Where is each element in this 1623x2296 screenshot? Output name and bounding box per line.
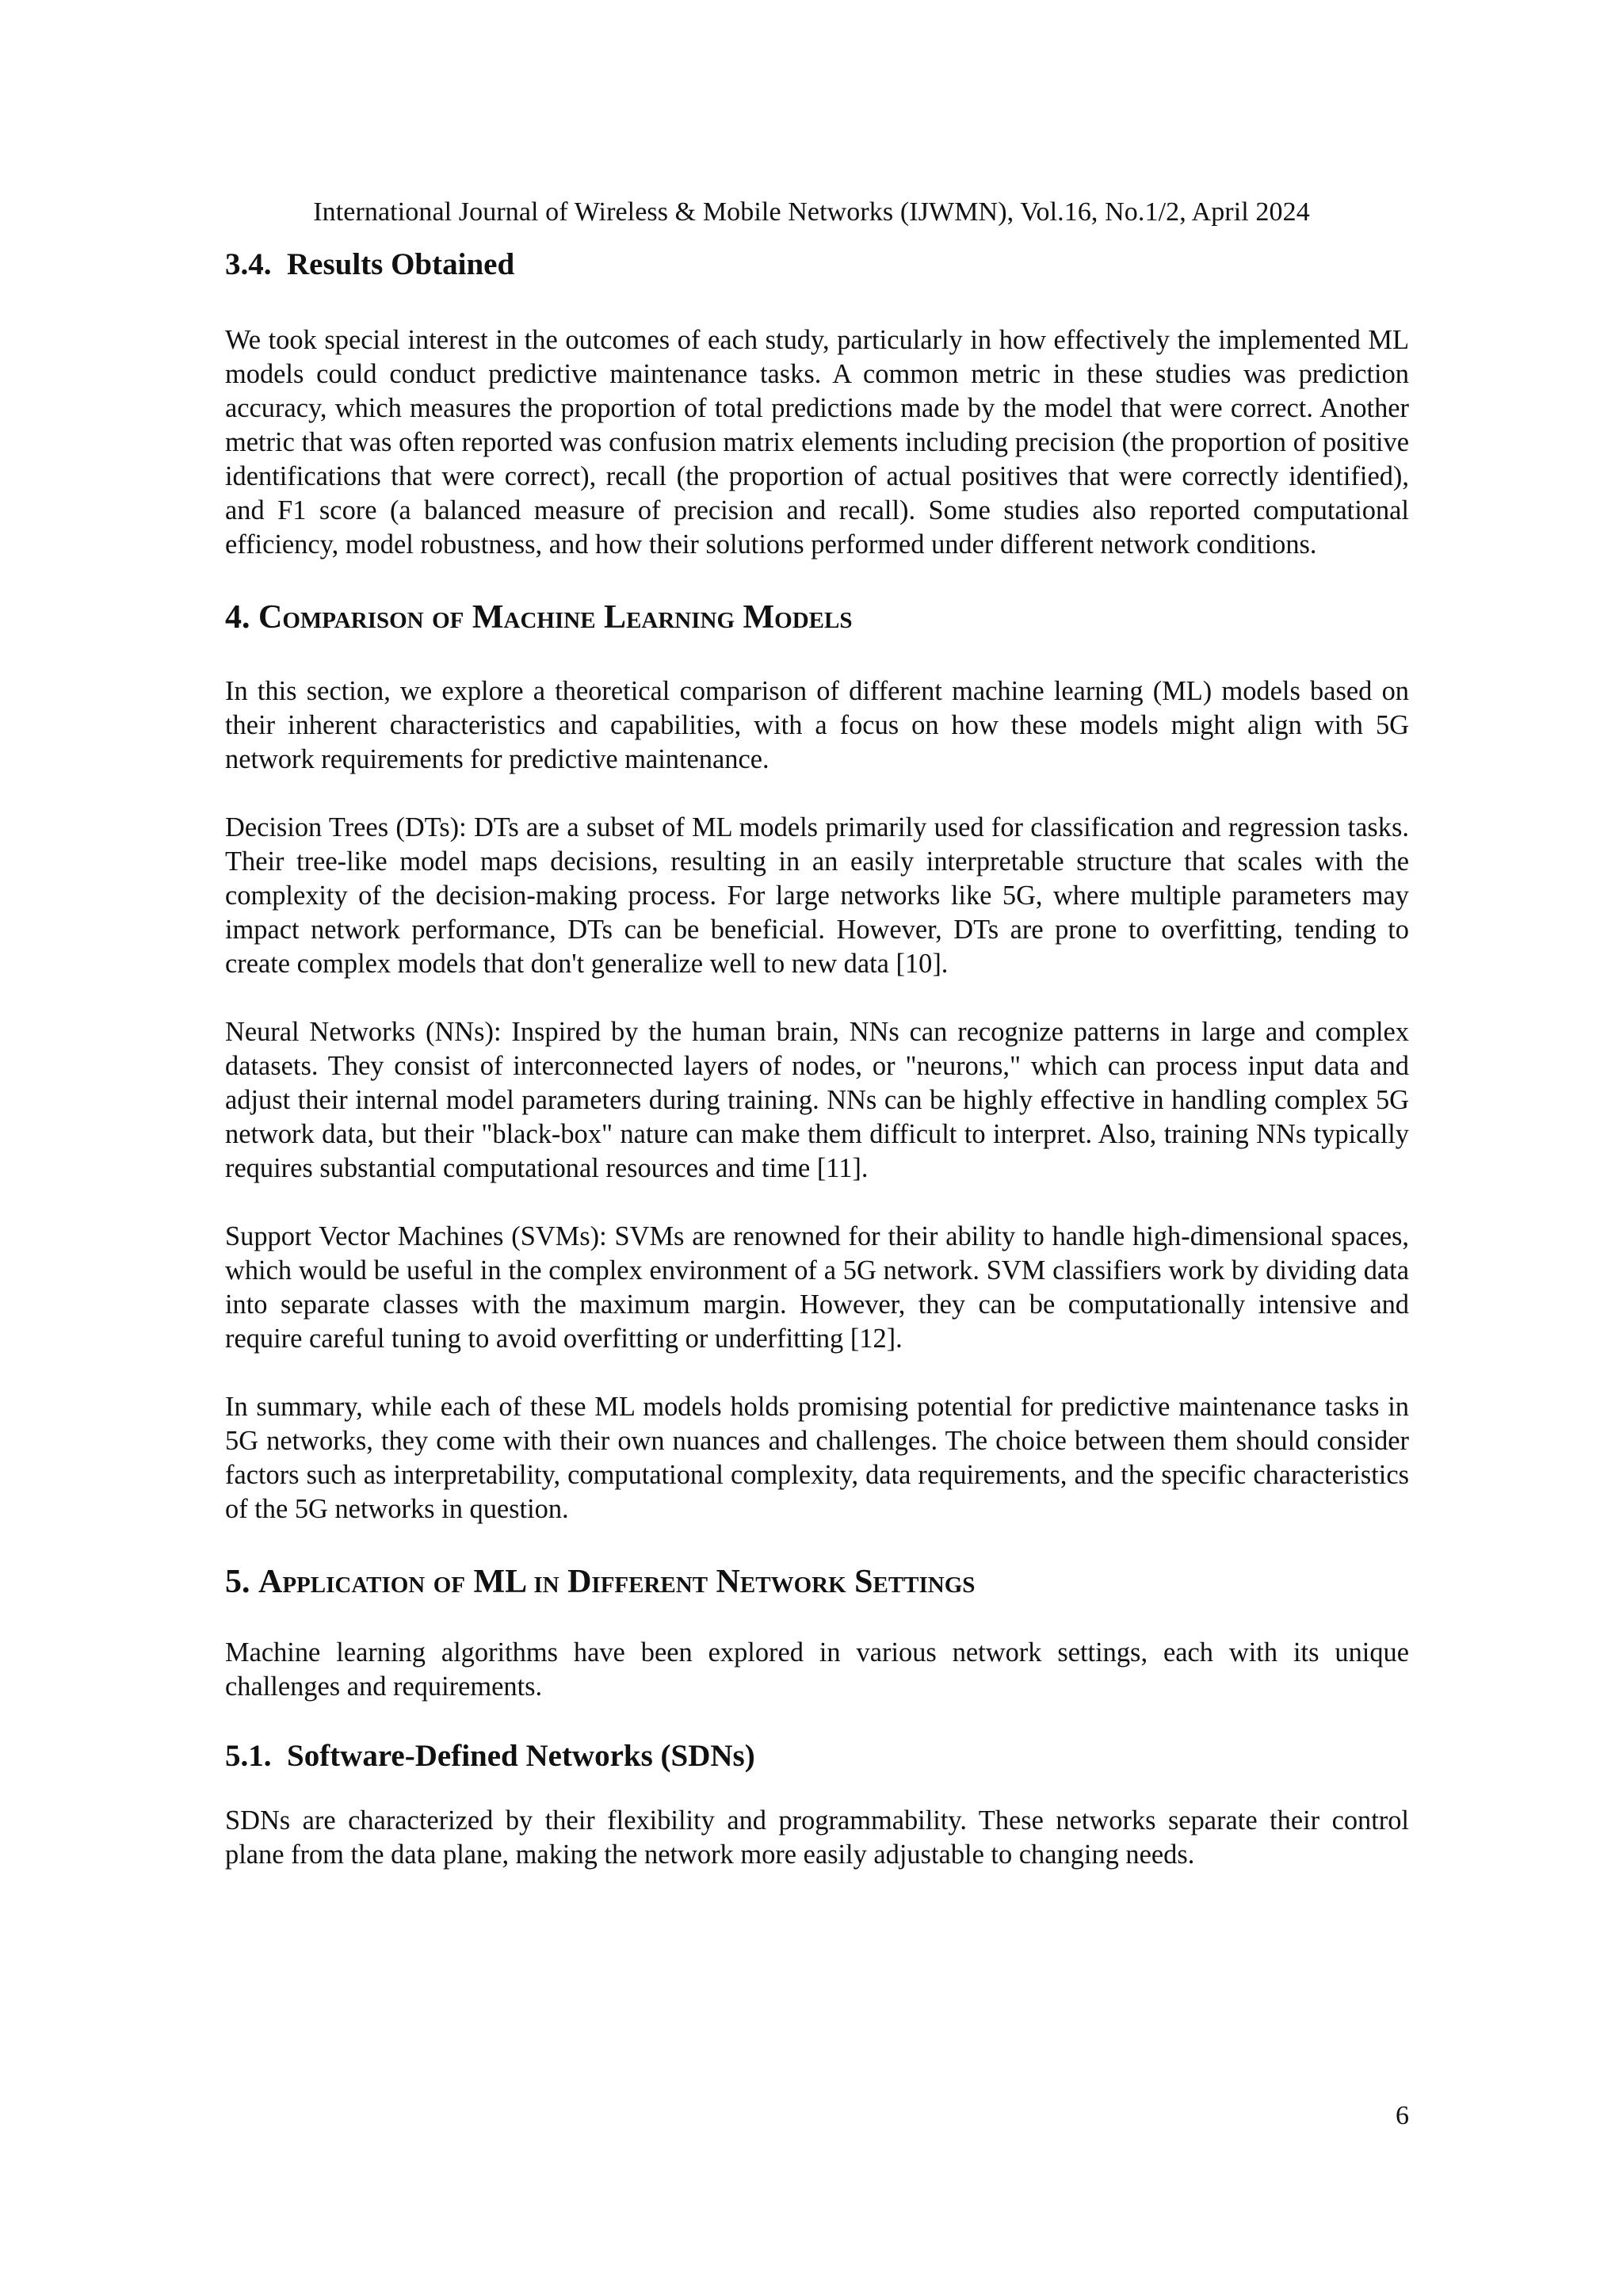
section-3-4-title: Results Obtained: [287, 247, 515, 281]
running-header: International Journal of Wireless & Mobile Networks (IJWMN), Vol.16, No.1/2, April 2024: [313, 197, 1310, 227]
section-4-number: 4.: [225, 599, 250, 636]
section-3-4-heading: [225, 246, 1409, 284]
section-4-paragraph-1: In this section, we explore a theoretical comparison of different machine learning (ML) models based on their inherent characteristics and capabilities, with a focus on how these models might align with 5G network requirements for predictive maintenance.: [225, 676, 1409, 774]
section-5-heading: [225, 1561, 1409, 1603]
page-content: [225, 246, 1409, 1872]
section-3-4-paragraph-1: We took special interest in the outcomes of each study, particularly in how effectively the implemented ML models could conduct predictive maintenance tasks. A common metric in these studies was prediction accuracy, which measures the proportion of total predictions made by the model that were correct. Another metric that was often reported was confusion matrix elements including precision (the proportion of positive identifications that were correct), recall (the proportion of actual positives that were correctly identified), and F1 score (a balanced measure of precision and recall). Some studies also reported computational efficiency, model robustness, and how their solutions performed under different network conditions.: [225, 325, 1409, 560]
section-4-title: Comparison of Machine Learning Models: [258, 599, 853, 636]
section-4-heading: [225, 597, 1409, 638]
section-5-paragraph-1: Machine learning algorithms have been explored in various network settings, each with its unique challenges and requirements.: [225, 1637, 1409, 1702]
section-4-paragraph-4: Support Vector Machines (SVMs): SVMs are renowned for their ability to handle high-dimensional spaces, which would be useful in the complex environment of a 5G network. SVM classifiers work by dividing data into separate classes with the maximum margin. However, they can be computationally intensive and require careful tuning to avoid overfitting or underfitting [12].: [225, 1221, 1409, 1354]
section-5-1-heading: [225, 1737, 1409, 1775]
section-5-1-title: Software-Defined Networks (SDNs): [287, 1739, 755, 1773]
page-number: 6: [1396, 2101, 1409, 2130]
section-4-paragraph-5: In summary, while each of these ML models holds promising potential for predictive maintenance tasks in 5G networks, they come with their own nuances and challenges. The choice between them should consider factors such as interpretability, computational complexity, data requirements, and the specific characteristics of the 5G networks in question.: [225, 1392, 1409, 1524]
section-4-paragraph-3: Neural Networks (NNs): Inspired by the human brain, NNs can recognize patterns in large and complex datasets. They consist of interconnected layers of nodes, or "neurons," which can process input data and adjust their internal model parameters during training. NNs can be highly effective in handling complex 5G network data, but their "black-box" nature can make them difficult to interpret. Also, training NNs typically requires substantial computational resources and time [11].: [225, 1017, 1409, 1183]
section-4-paragraph-2: Decision Trees (DTs): DTs are a subset of ML models primarily used for classification and regression tasks. Their tree-like model maps decisions, resulting in an easily interpretable structure that scales with the complexity of the decision-making process. For large networks like 5G, where multiple parameters may impact network performance, DTs can be beneficial. However, DTs are prone to overfitting, tending to create complex models that don't generalize well to new data [10].: [225, 812, 1409, 979]
section-5-number: 5.: [225, 1564, 250, 1600]
section-5-title: Application of ML in Different Network Settings: [258, 1564, 976, 1600]
section-5-1-number: 5.1.: [225, 1739, 272, 1773]
section-5-1-paragraph-1: SDNs are characterized by their flexibility and programmability. These networks separate their control plane from the data plane, making the network more easily adjustable to changing needs.: [225, 1805, 1409, 1870]
section-3-4-number: 3.4.: [225, 247, 272, 281]
